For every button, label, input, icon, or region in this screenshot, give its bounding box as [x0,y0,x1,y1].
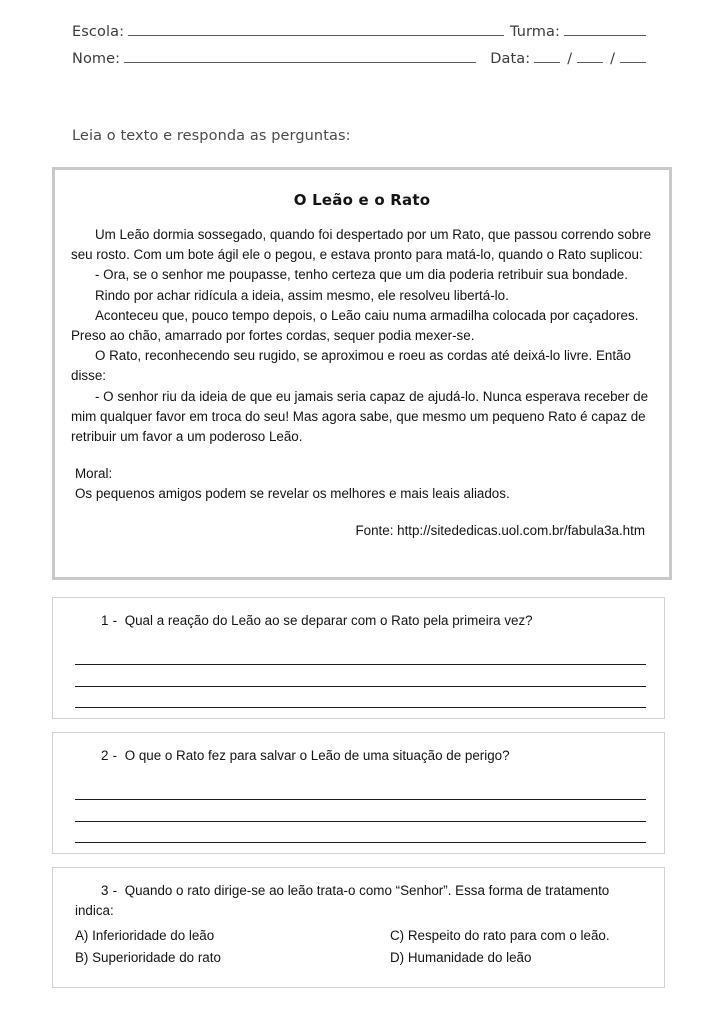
turma-label: Turma: [509,24,560,40]
turma-fill-line[interactable] [564,35,646,36]
escola-label: Escola: [72,24,125,40]
answer-line[interactable] [75,822,646,843]
answer-line[interactable] [75,687,646,708]
story-panel [52,167,672,580]
story-paragraph: Aconteceu que, pouco tempo depois, o Leão caiu numa armadilha colocada por caçadores. Preso ao chão, amarrado por fortes cordas, sequer podia mexer-se. [71,307,639,344]
question-1-text [53,598,664,631]
moral-label: Moral: [75,466,113,482]
question-3-text [53,868,664,921]
story-title: O Leão e o Rato [293,191,431,209]
answer-line[interactable] [75,778,646,800]
story-paragraph: O Rato, reconhecendo seu rugido, se aproximou e roeu as cordas até deixá-lo livre. Então disse: [71,348,631,384]
moral-text: Os pequenos amigos podem se revelar os melhores e mais leais aliados. [75,486,510,502]
story-paragraph: Rindo por achar ridícula a ideia, assim mesmo, ele resolveu libertá-lo. [95,287,509,303]
question-2-answer-area[interactable] [75,778,646,843]
question-1-answer-area[interactable] [75,643,646,708]
story-body [71,225,653,447]
data-slash-2: / [610,51,615,67]
escola-fill-line[interactable] [128,35,504,36]
source-citation: Fonte: http://sitededicas.uol.com.br/fabula3a.htm [355,522,645,538]
header-row-nome-data [72,51,652,67]
question-3-options [75,926,646,968]
nome-label: Nome: [72,51,121,67]
option-b[interactable]: B) Superioridade do rato [75,950,221,965]
nome-fill-line[interactable] [124,62,476,63]
question-2-number: 2 - [101,748,118,763]
question-box-3 [52,867,665,988]
question-2-prompt: O que o Rato fez para salvar o Leão de uma situação de perigo? [124,748,510,763]
data-year-line[interactable] [620,62,646,63]
story-paragraph: - O senhor riu da ideia de que eu jamais seria capaz de ajudá-lo. Nunca esperava receber de mim qualquer favor em troca do seu! Mas agora sabe, que mesmo um pequeno Rato é capaz de retribuir um favor a um poderoso Leão. [71,388,649,445]
student-info-header [72,24,652,78]
answer-line[interactable] [75,665,646,687]
story-paragraph: - Ora, se o senhor me poupasse, tenho certeza que um dia poderia retribuir sua bondade. [95,267,628,283]
question-3-number: 3 - [101,883,118,898]
answer-line[interactable] [75,643,646,665]
data-day-line[interactable] [534,62,560,63]
question-box-1 [52,597,665,719]
question-2-text [53,733,664,766]
question-3-prompt: Quando o rato dirige-se ao leão trata-o como “Senhor”. Essa forma de tratamento indica: [75,883,610,918]
option-a[interactable]: A) Inferioridade do leão [75,928,215,943]
answer-line[interactable] [75,800,646,822]
question-1-number: 1 - [101,613,118,628]
option-d[interactable]: D) Humanidade do leão [390,950,532,965]
question-box-2 [52,732,665,854]
moral-block [71,464,653,504]
data-slash-1: / [567,51,573,67]
question-1-prompt: Qual a reação do Leão ao se deparar com o Rato pela primeira vez? [124,613,533,628]
data-label: Data: [490,51,531,67]
instruction-text: Leia o texto e responda as perguntas: [72,128,351,144]
story-paragraph: Um Leão dormia sossegado, quando foi despertado por um Rato, que passou correndo sobre seu rosto. Com um bote ágil ele o pegou, e estava pronto para matá-lo, quando o Rato suplicou: [71,227,652,263]
data-month-line[interactable] [577,62,603,63]
header-row-escola-turma [72,24,652,40]
option-c[interactable]: C) Respeito do rato para com o leão. [390,928,610,943]
